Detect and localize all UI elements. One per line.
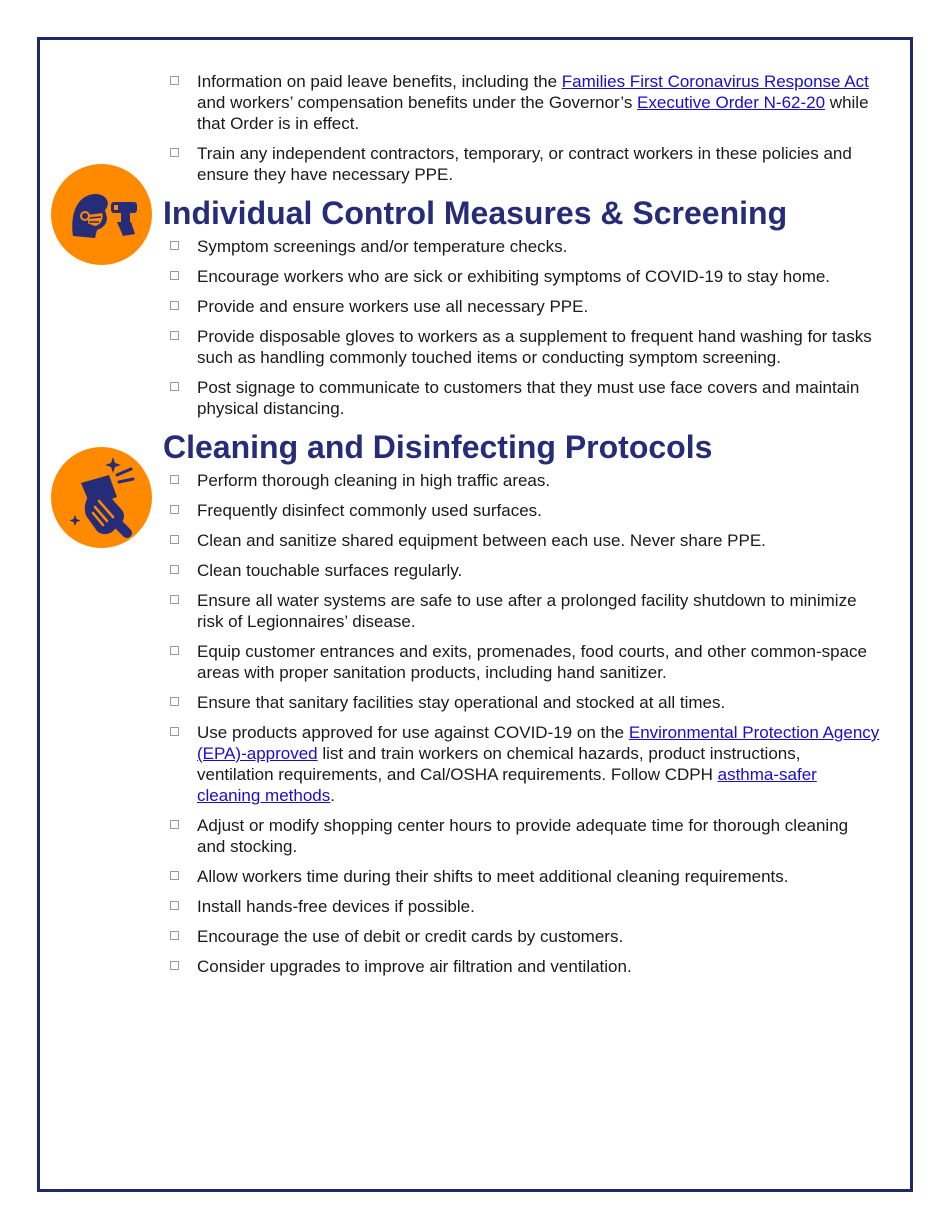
item-text: and workers’ compensation benefits under the Governor’s <box>197 93 638 112</box>
checkbox-icon <box>170 820 179 829</box>
checkbox-icon <box>170 595 179 604</box>
item-text: Adjust or modify shopping center hours to provide adequate time for thorough cleaning and stocking. <box>197 816 849 856</box>
checkbox-icon <box>170 871 179 880</box>
item-text: list and train workers on chemical hazards, product instructions, ventilation requirements, and Cal/OSHA requirements. Follow CDPH <box>197 744 801 784</box>
checkbox-icon <box>170 931 179 940</box>
item-text: Ensure all water systems are safe to use after a prolonged facility shutdown to minimize risk of Legionnaires’ disease. <box>197 591 857 631</box>
checkbox-icon <box>170 301 179 310</box>
checklist-item <box>168 236 880 257</box>
document-content <box>163 71 880 986</box>
item-text: Provide and ensure workers use all necessary PPE. <box>197 297 589 316</box>
item-text: Equip customer entrances and exits, promenades, food courts, and other common-space areas with proper sanitation products, including hand sanitizer. <box>197 642 867 682</box>
checklist-item <box>168 692 880 713</box>
checklist-item <box>168 590 880 632</box>
checkbox-icon <box>170 505 179 514</box>
checklist <box>168 236 880 419</box>
section-heading: Cleaning and Disinfecting Protocols <box>163 429 713 465</box>
item-text: Ensure that sanitary facilities stay operational and stocked at all times. <box>197 693 726 712</box>
checkbox-icon <box>170 646 179 655</box>
checklist-item <box>168 266 880 287</box>
section-heading: Individual Control Measures & Screening <box>163 195 788 231</box>
item-text: Symptom screenings and/or temperature checks. <box>197 237 568 256</box>
checklist-item <box>168 896 880 917</box>
checklist-item <box>168 296 880 317</box>
item-text: Clean touchable surfaces regularly. <box>197 561 463 580</box>
checkbox-icon <box>170 475 179 484</box>
item-text: Clean and sanitize shared equipment between each use. Never share PPE. <box>197 531 766 550</box>
item-text: Allow workers time during their shifts to meet additional cleaning requirements. <box>197 867 789 886</box>
checklist-item <box>168 722 880 806</box>
item-text: Post signage to communicate to customers that they must use face covers and maintain physical distancing. <box>197 378 860 418</box>
person-mask-thermometer-icon <box>51 164 152 265</box>
reference-link[interactable]: asthma-safer cleaning methods <box>197 765 817 805</box>
item-text: Use products approved for use against COVID-19 on the <box>197 723 629 742</box>
reference-link[interactable]: Environmental Protection Agency (EPA)-approved <box>197 723 880 763</box>
cleaning-hand-icon <box>51 447 152 548</box>
item-text: Information on paid leave benefits, including the <box>197 72 562 91</box>
checkbox-icon <box>170 727 179 736</box>
checklist-top <box>168 71 880 185</box>
checkbox-icon <box>170 697 179 706</box>
checklist-item <box>168 641 880 683</box>
checklist <box>168 470 880 977</box>
item-text: Consider upgrades to improve air filtration and ventilation. <box>197 957 632 976</box>
checklist-item <box>168 866 880 887</box>
checklist-item <box>168 326 880 368</box>
item-text: Install hands-free devices if possible. <box>197 897 475 916</box>
checkbox-icon <box>170 565 179 574</box>
item-text: . <box>330 786 335 805</box>
checkbox-icon <box>170 271 179 280</box>
reference-link[interactable]: Executive Order N-62-20 <box>637 93 826 112</box>
checkbox-icon <box>170 148 179 157</box>
item-text: Train any independent contractors, temporary, or contract workers in these policies and ensure they have necessary PPE. <box>197 144 852 184</box>
checkbox-icon <box>170 241 179 250</box>
checklist-item <box>168 143 880 185</box>
reference-link[interactable]: Families First Coronavirus Response Act <box>561 72 869 91</box>
item-text: while that Order is in effect. <box>197 93 869 133</box>
checklist-item <box>168 500 880 521</box>
item-text: Perform thorough cleaning in high traffic areas. <box>197 471 551 490</box>
checkbox-icon <box>170 535 179 544</box>
item-text: Frequently disinfect commonly used surfaces. <box>197 501 542 520</box>
checkbox-icon <box>170 331 179 340</box>
item-text: Encourage the use of debit or credit cards by customers. <box>197 927 624 946</box>
item-text: Provide disposable gloves to workers as a supplement to frequent hand washing for tasks such as handling commonly touched items or conducting symptom screening. <box>197 327 872 367</box>
checkbox-icon <box>170 961 179 970</box>
checkbox-icon <box>170 76 179 85</box>
checklist-item <box>168 956 880 977</box>
section <box>163 194 880 419</box>
section <box>163 428 880 977</box>
checklist-item <box>168 560 880 581</box>
checklist-item <box>168 530 880 551</box>
checklist-item <box>168 926 880 947</box>
checkbox-icon <box>170 901 179 910</box>
checklist-item <box>168 470 880 491</box>
checklist-item <box>168 377 880 419</box>
checkbox-icon <box>170 382 179 391</box>
item-text: Encourage workers who are sick or exhibiting symptoms of COVID-19 to stay home. <box>197 267 831 286</box>
checklist-item <box>168 71 880 134</box>
checklist-item <box>168 815 880 857</box>
